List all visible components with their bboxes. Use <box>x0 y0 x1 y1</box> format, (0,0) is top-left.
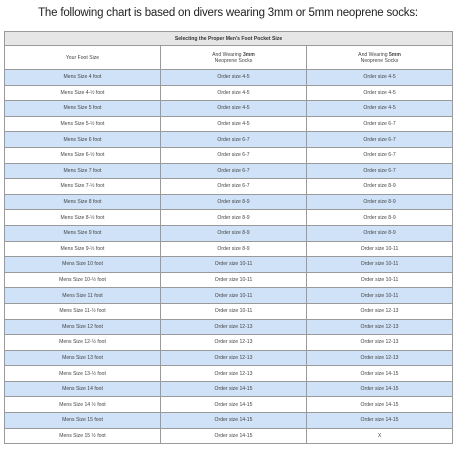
size-5mm-cell: Order size 10-11 <box>307 272 453 288</box>
size-3mm-cell: Order size 10-11 <box>161 272 307 288</box>
table-row <box>5 350 453 366</box>
table-row <box>5 319 453 335</box>
header-5mm-bold: 5mm <box>388 51 401 58</box>
header-3mm-post: Neoprene Socks <box>214 57 253 64</box>
foot-size-cell: Mens Size 4-½ foot <box>5 85 161 101</box>
size-5mm-cell: Order size 12-13 <box>307 303 453 319</box>
foot-size-cell: Mens Size 8-½ foot <box>5 210 161 226</box>
size-5mm-cell: Order size 8-9 <box>307 194 453 210</box>
size-5mm-cell: Order size 10-11 <box>307 288 453 304</box>
foot-size-cell: Mens Size 5 foot <box>5 101 161 117</box>
size-5mm-cell: Order size 4-5 <box>307 70 453 86</box>
foot-pocket-size-table <box>4 31 453 444</box>
size-5mm-cell: X <box>307 428 453 444</box>
table-row <box>5 381 453 397</box>
size-3mm-cell: Order size 8-9 <box>161 225 307 241</box>
size-3mm-cell: Order size 14-15 <box>161 381 307 397</box>
foot-size-cell: Mens Size 9-½ foot <box>5 241 161 257</box>
size-3mm-cell: Order size 8-9 <box>161 194 307 210</box>
foot-size-cell: Mens Size 7 foot <box>5 163 161 179</box>
table-row <box>5 241 453 257</box>
foot-size-cell: Mens Size 12 foot <box>5 319 161 335</box>
foot-size-cell: Mens Size 14 ½ foot <box>5 397 161 413</box>
size-3mm-cell: Order size 14-15 <box>161 428 307 444</box>
table-header-row <box>5 46 453 70</box>
size-3mm-cell: Order size 6-7 <box>161 132 307 148</box>
header-3mm-pre: And Wearing <box>212 51 243 58</box>
table-row <box>5 335 453 351</box>
table-row <box>5 257 453 273</box>
size-5mm-cell: Order size 14-15 <box>307 413 453 429</box>
size-5mm-cell: Order size 6-7 <box>307 163 453 179</box>
size-5mm-cell: Order size 6-7 <box>307 132 453 148</box>
size-5mm-cell: Order size 6-7 <box>307 147 453 163</box>
size-3mm-cell: Order size 6-7 <box>161 163 307 179</box>
table-row <box>5 163 453 179</box>
foot-size-cell: Mens Size 10 foot <box>5 257 161 273</box>
header-foot-size <box>5 46 161 70</box>
table-row <box>5 428 453 444</box>
table-row <box>5 116 453 132</box>
foot-size-cell: Mens Size 10-½ foot <box>5 272 161 288</box>
size-5mm-cell: Order size 14-15 <box>307 366 453 382</box>
header-5mm-pre: And Wearing <box>358 51 389 58</box>
size-5mm-cell: Order size 10-11 <box>307 241 453 257</box>
table-title-row <box>5 32 453 46</box>
table-row <box>5 413 453 429</box>
size-5mm-cell: Order size 10-11 <box>307 257 453 273</box>
size-3mm-cell: Order size 6-7 <box>161 179 307 195</box>
size-3mm-cell: Order size 12-13 <box>161 366 307 382</box>
foot-size-cell: Mens Size 14 foot <box>5 381 161 397</box>
size-5mm-cell: Order size 6-7 <box>307 116 453 132</box>
foot-size-cell: Mens Size 15 foot <box>5 413 161 429</box>
header-5mm <box>307 46 453 70</box>
size-3mm-cell: Order size 10-11 <box>161 257 307 273</box>
foot-size-cell: Mens Size 13 foot <box>5 350 161 366</box>
size-3mm-cell: Order size 4-5 <box>161 85 307 101</box>
foot-size-cell: Mens Size 6-½ foot <box>5 147 161 163</box>
size-3mm-cell: Order size 4-5 <box>161 70 307 86</box>
table-row <box>5 210 453 226</box>
size-5mm-cell: Order size 4-5 <box>307 101 453 117</box>
size-5mm-cell: Order size 12-13 <box>307 335 453 351</box>
foot-size-cell: Mens Size 11 foot <box>5 288 161 304</box>
table-row <box>5 272 453 288</box>
size-5mm-cell: Order size 12-13 <box>307 350 453 366</box>
foot-size-cell: Mens Size 8 foot <box>5 194 161 210</box>
size-5mm-cell: Order size 12-13 <box>307 319 453 335</box>
foot-size-cell: Mens Size 6 foot <box>5 132 161 148</box>
foot-size-cell: Mens Size 13-½ foot <box>5 366 161 382</box>
table-row <box>5 179 453 195</box>
size-5mm-cell: Order size 8-9 <box>307 225 453 241</box>
header-3mm-bold: 3mm <box>242 51 255 58</box>
table-row <box>5 225 453 241</box>
size-3mm-cell: Order size 14-15 <box>161 397 307 413</box>
size-3mm-cell: Order size 8-9 <box>161 241 307 257</box>
header-5mm-post: Neoprene Socks <box>360 57 399 64</box>
header-3mm <box>161 46 307 70</box>
foot-size-cell: Mens Size 7-½ foot <box>5 179 161 195</box>
size-3mm-cell: Order size 12-13 <box>161 319 307 335</box>
table-row <box>5 194 453 210</box>
table-row <box>5 288 453 304</box>
size-3mm-cell: Order size 4-5 <box>161 116 307 132</box>
size-5mm-cell: Order size 8-9 <box>307 179 453 195</box>
header-foot-size-label: Your Foot Size <box>65 54 100 61</box>
size-3mm-cell: Order size 8-9 <box>161 210 307 226</box>
size-3mm-cell: Order size 12-13 <box>161 335 307 351</box>
foot-size-cell: Mens Size 12-½ foot <box>5 335 161 351</box>
size-3mm-cell: Order size 14-15 <box>161 413 307 429</box>
table-row <box>5 397 453 413</box>
size-3mm-cell: Order size 4-5 <box>161 101 307 117</box>
size-3mm-cell: Order size 10-11 <box>161 288 307 304</box>
foot-size-cell: Mens Size 5-½ foot <box>5 116 161 132</box>
table-row <box>5 303 453 319</box>
table-row <box>5 70 453 86</box>
table-row <box>5 132 453 148</box>
table-row <box>5 366 453 382</box>
foot-size-cell: Mens Size 15 ½ foot <box>5 428 161 444</box>
size-5mm-cell: Order size 14-15 <box>307 397 453 413</box>
size-5mm-cell: Order size 4-5 <box>307 85 453 101</box>
size-3mm-cell: Order size 10-11 <box>161 303 307 319</box>
foot-size-cell: Mens Size 11-½ foot <box>5 303 161 319</box>
table-row <box>5 85 453 101</box>
table-row <box>5 147 453 163</box>
size-3mm-cell: Order size 12-13 <box>161 350 307 366</box>
foot-size-cell: Mens Size 9 foot <box>5 225 161 241</box>
size-5mm-cell: Order size 8-9 <box>307 210 453 226</box>
size-3mm-cell: Order size 6-7 <box>161 147 307 163</box>
page-heading: The following chart is based on divers wearing 3mm or 5mm neoprene socks: <box>38 7 418 19</box>
table-title: Selecting the Proper Men's Foot Pocket Size <box>5 32 453 46</box>
foot-size-cell: Mens Size 4 foot <box>5 70 161 86</box>
size-5mm-cell: Order size 14-15 <box>307 381 453 397</box>
table-row <box>5 101 453 117</box>
